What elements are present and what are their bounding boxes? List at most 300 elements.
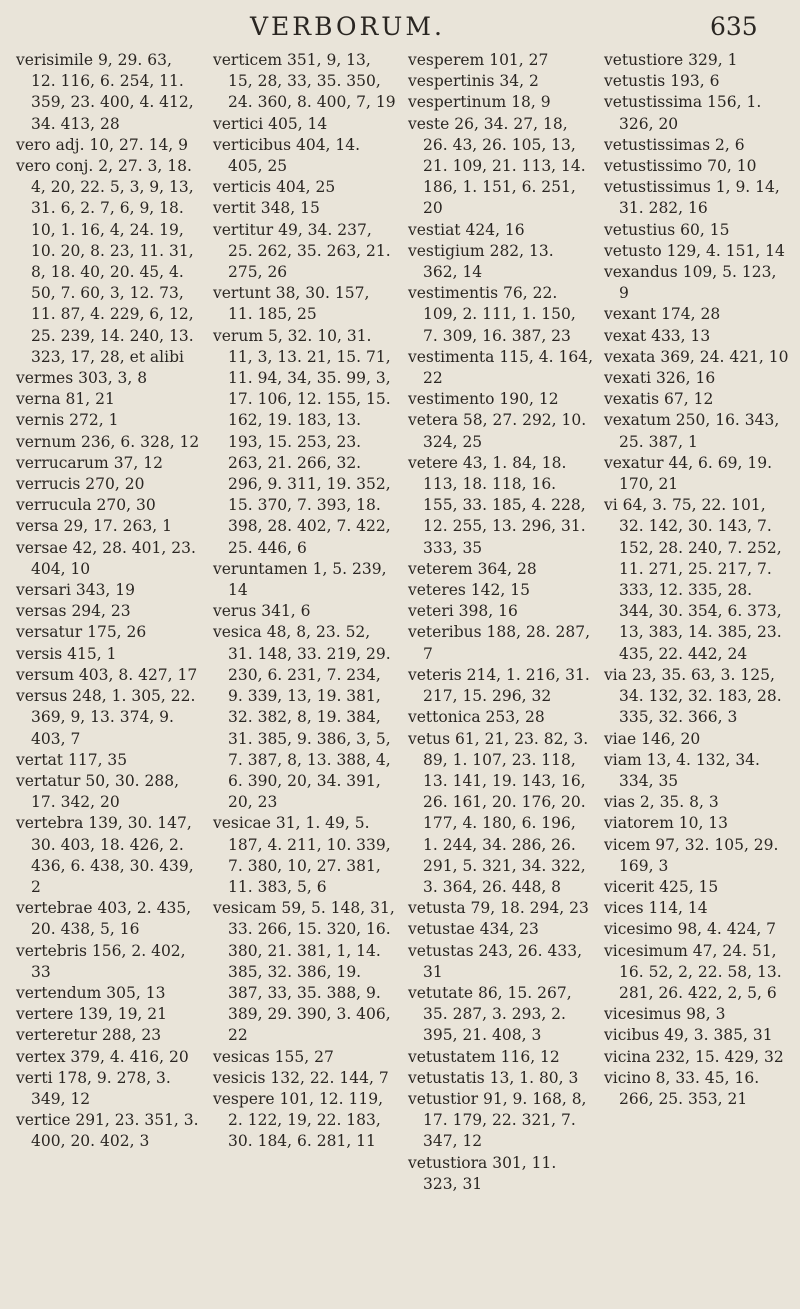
index-entry	[16, 474, 201, 495]
index-entry	[16, 686, 201, 750]
entry-headword: vexata	[604, 347, 656, 366]
index-entry	[408, 601, 593, 622]
entry-references: 364, 28	[477, 559, 537, 578]
entry-references: 2, 6	[714, 135, 745, 154]
index-entry	[408, 1047, 593, 1068]
entry-references: 117, 35	[67, 750, 128, 769]
entry-headword: viatorem	[604, 814, 674, 833]
index-entry	[408, 453, 593, 559]
entry-headword: vetustissimas	[604, 135, 711, 154]
index-entry	[16, 368, 201, 389]
entry-headword: vertit	[213, 199, 256, 218]
entry-references: 79, 18. 294, 23	[470, 899, 589, 918]
index-entry	[213, 220, 398, 284]
entry-headword: vestimenta	[408, 347, 495, 366]
index-entry	[213, 601, 398, 622]
index-entry	[213, 326, 398, 559]
index-entry	[604, 919, 789, 940]
index-entry	[213, 114, 398, 135]
entry-headword: verisimile	[16, 51, 93, 69]
entry-references: 270, 30	[96, 496, 156, 515]
index-entry	[408, 1153, 593, 1195]
entry-references: 76, 22. 109, 2. 111, 1. 150, 7. 309, 16. 387, 23	[423, 284, 576, 345]
index-entry	[604, 368, 789, 389]
entry-references: 34, 2	[499, 72, 539, 91]
entry-references: 23, 35. 63, 3. 125, 34. 132, 32. 183, 28. 335, 32. 366, 3	[619, 665, 782, 727]
index-entry	[408, 241, 593, 283]
index-entry	[604, 135, 789, 156]
entry-references: 270, 20	[85, 475, 145, 494]
entry-headword: verteretur	[16, 1026, 97, 1045]
entry-references: 272, 1	[69, 411, 119, 430]
entry-references: 67, 12	[664, 390, 714, 409]
index-entry	[604, 750, 789, 792]
entry-references: 155, 27	[274, 1047, 334, 1066]
entry-references: 109, 5. 123, 9	[619, 263, 777, 303]
entry-headword: vero	[16, 157, 51, 176]
index-entry	[16, 495, 201, 516]
entry-references: 403, 2. 435, 20. 438, 5, 16	[31, 899, 192, 939]
entry-headword: vertendum	[16, 983, 102, 1002]
index-entry	[213, 813, 398, 898]
entry-headword: vertice	[16, 1111, 71, 1130]
entry-headword: vexat	[604, 326, 647, 345]
entry-headword: vertere	[16, 1005, 74, 1024]
entry-references: 5, 32. 10, 31. 11, 3, 13. 21, 15. 71, 11. 94, 34, 35. 99, 3, 17. 106, 12. 155, 15. 162, 19. 183, 13. 193, 15. 253, 23. 263, 21. 266, 32. 296, 9. 311, 19. 352, 15. 370, 7. 393, 18. 398, 28. 402, 7. 422, 25. 446, 6	[228, 326, 391, 557]
entry-headword: veteri	[408, 602, 454, 621]
entry-headword: veruntamen	[213, 559, 308, 578]
entry-headword: vero	[16, 135, 51, 154]
entry-headword: vetustissima	[604, 93, 703, 112]
entry-references: 37, 12	[113, 453, 163, 472]
entry-headword: verum	[213, 326, 264, 345]
entry-headword: vesperem	[408, 51, 485, 69]
index-entry	[604, 898, 789, 919]
entry-references: 425, 15	[659, 877, 719, 896]
entry-headword: vetustiore	[604, 51, 684, 69]
entry-references: 156, 2. 402, 33	[31, 941, 186, 981]
entry-headword: verrucula	[16, 496, 92, 515]
entry-headword: vicesimum	[604, 941, 688, 960]
index-entry	[604, 156, 789, 177]
entry-references: 26, 34. 27, 18, 26. 43, 26. 105, 13, 21. 109, 21. 113, 14. 186, 1. 151, 6. 251, 20	[423, 114, 586, 218]
entry-references: 70, 10	[707, 157, 757, 176]
index-entry	[16, 644, 201, 665]
entry-headword: veteris	[408, 665, 462, 684]
index-entry	[408, 283, 593, 347]
index-entry	[16, 50, 201, 135]
index-entry	[16, 665, 201, 686]
entry-references: 288, 23	[101, 1026, 162, 1045]
entry-references: 61, 21, 23. 82, 3. 89, 1. 107, 23. 118, 13. 141, 19. 143, 16, 26. 161, 20. 176, 20. 177, 4. 180, 6. 196, 1. 244, 34. 286, 26. 291, 5. 321, 34. 322, 3. 364, 26. 448, 8	[423, 729, 589, 896]
entry-headword: versa	[16, 517, 59, 536]
index-entry	[408, 410, 593, 452]
entry-headword: vicesimo	[604, 920, 673, 939]
index-entry	[16, 156, 201, 368]
entry-headword: vetustis	[604, 72, 666, 91]
entry-references: 146, 20	[641, 729, 701, 748]
entry-headword: vesicae	[213, 814, 271, 833]
index-entry	[604, 941, 789, 1005]
entry-references: 2, 35. 8, 3	[639, 793, 719, 812]
index-column-2	[213, 50, 398, 1153]
entry-headword: vespere	[213, 1089, 275, 1108]
entry-headword: vernum	[16, 432, 77, 451]
entry-references: 424, 16	[465, 220, 525, 239]
entry-references: 178, 9. 278, 3. 349, 12	[31, 1068, 171, 1108]
entry-headword: vertex	[16, 1047, 66, 1066]
entry-references: 101, 12. 119, 2. 122, 19, 22. 183, 30. 184, 6. 281, 11	[228, 1089, 384, 1151]
entry-references: 303, 3, 8	[78, 369, 148, 388]
index-entry	[604, 92, 789, 134]
index-entry	[408, 1089, 593, 1153]
entry-references: adj. 10, 27. 14, 9	[55, 135, 189, 154]
index-entry	[408, 92, 593, 113]
index-entry	[213, 559, 398, 601]
entry-headword: vetustae	[408, 920, 475, 939]
entry-references: 59, 5. 148, 31, 33. 266, 15. 320, 16. 380, 21. 381, 1, 14. 385, 32. 386, 19. 387, 33, 35. 388, 9. 389, 29. 390, 3. 406, 22	[228, 899, 395, 1045]
index-entry	[213, 1047, 398, 1068]
entry-headword: vetustas	[408, 941, 474, 960]
index-column-3	[408, 50, 593, 1195]
index-entry	[408, 707, 593, 728]
index-entry	[604, 729, 789, 750]
entry-headword: vicem	[604, 835, 651, 854]
index-entry	[16, 1047, 201, 1068]
entry-references: 193, 6	[670, 72, 720, 91]
index-entry	[408, 983, 593, 1047]
index-entry	[213, 1089, 398, 1153]
entry-headword: viae	[604, 729, 637, 748]
entry-references: 190, 12	[499, 390, 559, 409]
entry-headword: vertitur	[213, 220, 274, 239]
entry-references: 405, 14	[268, 114, 328, 133]
entry-headword: vias	[604, 793, 635, 812]
entry-references: 43, 1. 84, 18. 113, 18. 118, 16. 155, 33. 185, 4. 228, 12. 255, 13. 296, 31. 333, 35	[423, 453, 586, 557]
entry-references: 10, 13	[678, 814, 729, 833]
entry-headword: vetustius	[604, 220, 676, 239]
entry-references: 214, 1. 216, 31. 217, 15. 296, 32	[423, 665, 590, 706]
entry-references: 9, 29. 63, 12. 116, 6. 254, 11. 359, 23. 400, 4. 412, 34. 413, 28	[31, 51, 194, 133]
entry-headword: vestimentis	[408, 284, 499, 303]
entry-headword: vertunt	[213, 284, 271, 303]
entry-headword: vertebrae	[16, 899, 93, 918]
entry-headword: vesica	[213, 623, 262, 642]
entry-headword: verna	[16, 390, 61, 409]
entry-headword: vetustatem	[408, 1047, 496, 1066]
index-entry	[408, 919, 593, 940]
entry-references: 248, 1. 305, 22. 369, 9, 13. 374, 9. 403, 7	[31, 687, 196, 748]
entry-references: 175, 26	[87, 623, 147, 642]
entry-headword: vestiat	[408, 220, 461, 239]
entry-headword: vettonica	[408, 708, 481, 727]
entry-references: 58, 27. 292, 10. 324, 25	[423, 411, 587, 451]
entry-references: 326, 16	[656, 369, 716, 388]
entry-references: 291, 23. 351, 3. 400, 20. 402, 3	[31, 1111, 199, 1151]
entry-headword: versus	[16, 687, 68, 706]
entry-references: 49, 34. 237, 25. 262, 35. 263, 21. 275, 26	[228, 220, 391, 282]
entry-headword: versas	[16, 602, 67, 621]
entry-headword: versae	[16, 538, 68, 557]
page-number: 635	[710, 12, 758, 41]
index-entry	[408, 622, 593, 664]
entry-references: 86, 15. 267, 35. 287, 3. 293, 2. 395, 21. 408, 3	[423, 983, 572, 1045]
entry-headword: via	[604, 665, 627, 684]
entry-headword: vices	[604, 899, 644, 918]
index-entry	[213, 283, 398, 325]
entry-headword: vi	[604, 496, 618, 515]
entry-references: 188, 28. 287, 7	[423, 623, 591, 663]
entry-references: 174, 28	[661, 305, 721, 324]
entry-references: 343, 19	[75, 581, 136, 600]
entry-references: 232, 15. 429, 32	[655, 1047, 784, 1066]
entry-headword: vetusto	[604, 241, 662, 260]
index-entry	[213, 898, 398, 1046]
entry-headword: vertici	[213, 114, 264, 133]
entry-headword: vicina	[604, 1047, 651, 1066]
entry-references: 253, 28	[485, 708, 545, 727]
entry-headword: vetustatis	[408, 1068, 485, 1087]
entry-headword: veteres	[408, 581, 466, 600]
index-entry	[213, 50, 398, 114]
entry-headword: verrucarum	[16, 453, 109, 472]
page-header	[0, 4, 800, 44]
entry-headword: vertatur	[16, 771, 81, 790]
index-entry	[16, 941, 201, 983]
entry-references: 282, 13. 362, 14	[423, 241, 554, 282]
entry-references: 404, 25	[276, 178, 336, 197]
entry-references: 369, 24. 421, 10	[660, 347, 789, 366]
index-entry	[16, 516, 201, 537]
index-entry	[604, 389, 789, 410]
entry-references: 250, 16. 343, 25. 387, 1	[619, 411, 780, 451]
entry-references: 404, 14. 405, 25	[228, 135, 361, 176]
index-entry	[16, 622, 201, 643]
entry-headword: vexatum	[604, 411, 671, 430]
entry-references: 398, 16	[458, 602, 518, 621]
entry-references: 91, 9. 168, 8, 17. 179, 22. 321, 7. 347, 12	[423, 1089, 587, 1151]
entry-headword: vestimento	[408, 390, 495, 409]
index-entry	[604, 1004, 789, 1025]
index-entry	[408, 1068, 593, 1089]
index-entry	[604, 177, 789, 219]
index-entry	[16, 983, 201, 1004]
index-entry	[408, 114, 593, 220]
entry-headword: vicibus	[604, 1026, 660, 1045]
index-entry	[16, 135, 201, 156]
index-entry	[604, 410, 789, 452]
index-entry	[213, 198, 398, 219]
index-entry	[604, 304, 789, 325]
entry-headword: veste	[408, 114, 450, 133]
entry-references: 47, 24. 51, 16. 52, 2, 22. 58, 13. 281, 26. 422, 2, 5, 6	[619, 941, 782, 1002]
entry-headword: vetustissimus	[604, 178, 711, 197]
entry-headword: vexatur	[604, 453, 664, 472]
index-entry	[604, 1047, 789, 1068]
index-entry	[213, 622, 398, 813]
entry-references: 97, 32. 105, 29. 169, 3	[619, 835, 779, 875]
index-entry	[604, 665, 789, 729]
entry-headword: vermes	[16, 369, 74, 388]
index-entry	[604, 453, 789, 495]
entry-references: conj. 2, 27. 3, 18. 4, 20, 22. 5, 3, 9, 13, 31. 6, 2. 7, 6, 9, 18. 10, 1. 16, 4, 24. 19, 10. 20, 8. 23, 11. 31, 8, 18. 40, 20. 45, 4. 50, 7. 60, 3, 12. 73, 11. 87, 4. 229, 6, 12, 25. 239, 14. 240, 13. 323, 17, 28, et alibi	[31, 157, 194, 366]
entry-headword: versum	[16, 665, 74, 684]
entry-references: 301, 11. 323, 31	[423, 1153, 557, 1193]
index-entry	[604, 813, 789, 834]
entry-headword: verrucis	[16, 475, 81, 494]
index-entry	[16, 432, 201, 453]
entry-references: 60, 15	[680, 220, 730, 239]
entry-references: 415, 1	[67, 644, 117, 663]
index-entry	[16, 410, 201, 431]
index-entry	[16, 1004, 201, 1025]
entry-headword: vetustiora	[408, 1153, 488, 1172]
index-entry	[604, 241, 789, 262]
index-entry	[408, 665, 593, 707]
entry-references: 13, 4. 132, 34. 334, 35	[619, 750, 760, 790]
entry-headword: verticis	[213, 178, 272, 197]
entry-headword: vetus	[408, 729, 451, 748]
index-column-1	[16, 50, 201, 1153]
entry-headword: vicesimus	[604, 1005, 682, 1024]
entry-headword: verticem	[213, 51, 283, 69]
entry-headword: vicerit	[604, 877, 655, 896]
index-entry	[16, 453, 201, 474]
entry-headword: vicino	[604, 1068, 651, 1087]
entry-headword: viam	[604, 750, 642, 769]
index-entry	[604, 326, 789, 347]
index-entry	[408, 389, 593, 410]
index-entry	[408, 220, 593, 241]
entry-headword: verticibus	[213, 135, 292, 154]
entry-references: 42, 28. 401, 23. 404, 10	[31, 538, 196, 578]
entry-references: 49, 3. 385, 31	[664, 1026, 773, 1045]
index-entry	[16, 750, 201, 771]
entry-references: 81, 21	[65, 390, 115, 409]
entry-references: 236, 6. 328, 12	[80, 432, 200, 451]
index-entry	[604, 347, 789, 368]
entry-references: 403, 8. 427, 17	[78, 665, 198, 684]
entry-references: 156, 1. 326, 20	[619, 93, 762, 133]
entry-references: 98, 3	[686, 1005, 726, 1024]
index-entry	[604, 262, 789, 304]
entry-references: 294, 23	[71, 602, 131, 621]
entry-headword: versari	[16, 581, 71, 600]
index-entry	[408, 729, 593, 899]
entry-references: 243, 26. 433, 31	[423, 941, 582, 981]
entry-references: 129, 4. 151, 14	[666, 241, 785, 260]
index-entry	[16, 898, 201, 940]
entry-headword: vetusta	[408, 899, 466, 918]
entry-headword: vexati	[604, 369, 652, 388]
index-entry	[604, 50, 789, 71]
index-entry	[408, 50, 593, 71]
index-entry	[604, 877, 789, 898]
entry-references: 101, 27	[489, 51, 549, 69]
entry-references: 434, 23	[479, 920, 539, 939]
entry-headword: veterem	[408, 559, 473, 578]
entry-references: 44, 6. 69, 19. 170, 21	[619, 453, 773, 494]
entry-references: 13, 1. 80, 3	[489, 1068, 579, 1087]
entry-headword: vesicis	[213, 1068, 266, 1087]
index-entry	[604, 835, 789, 877]
entry-headword: vestigium	[408, 241, 485, 260]
index-entry	[16, 813, 201, 898]
entry-references: 379, 4. 416, 20	[70, 1047, 189, 1066]
index-entry	[16, 1025, 201, 1046]
index-entry	[16, 580, 201, 601]
entry-references: 139, 30. 147, 30. 403, 18. 426, 2. 436, 6. 438, 30. 439, 2	[31, 814, 194, 896]
entry-headword: vesicas	[213, 1047, 270, 1066]
index-entry	[604, 1068, 789, 1110]
entry-references: 114, 14	[648, 899, 708, 918]
running-head: VERBORUM.	[250, 12, 445, 41]
entry-references: 18, 9	[511, 93, 551, 112]
entry-references: 341, 6	[261, 602, 311, 621]
index-columns	[16, 50, 792, 1250]
entry-references: 142, 15	[470, 581, 530, 600]
index-column-4	[604, 50, 789, 1110]
entry-references: 64, 3. 75, 22. 101, 32. 142, 30. 143, 7. 152, 28. 240, 7. 252, 11. 271, 25. 217, 7. 333, 12. 335, 28. 344, 30. 354, 6. 373, 13, 383, 14. 385, 23. 435, 22. 442, 24	[619, 496, 782, 663]
entry-references: 351, 9, 13, 15, 28, 33, 35. 350, 24. 360, 8. 400, 7, 19	[228, 51, 396, 112]
index-entry	[16, 1068, 201, 1110]
index-entry	[408, 580, 593, 601]
index-entry	[16, 1110, 201, 1152]
index-entry	[408, 898, 593, 919]
entry-references: 116, 12	[500, 1047, 560, 1066]
index-entry	[16, 771, 201, 813]
entry-headword: vetutate	[408, 983, 474, 1002]
index-entry	[604, 495, 789, 665]
index-entry	[213, 135, 398, 177]
entry-headword: vexatis	[604, 390, 660, 409]
index-entry	[604, 220, 789, 241]
index-entry	[16, 538, 201, 580]
index-entry	[213, 1068, 398, 1089]
index-entry	[408, 71, 593, 92]
entry-references: 305, 13	[106, 983, 166, 1002]
entry-references: 348, 15	[260, 199, 320, 218]
entry-headword: vexant	[604, 305, 657, 324]
index-entry	[604, 792, 789, 813]
entry-headword: versatur	[16, 623, 83, 642]
entry-headword: vespertinum	[408, 93, 507, 112]
index-entry	[604, 1025, 789, 1046]
index-entry	[604, 71, 789, 92]
entry-headword: vespertinis	[408, 72, 495, 91]
entry-headword: vertebra	[16, 814, 84, 833]
entry-references: 98, 4. 424, 7	[677, 920, 777, 939]
index-entry	[16, 601, 201, 622]
entry-headword: vetere	[408, 453, 458, 472]
entry-headword: vertat	[16, 750, 64, 769]
entry-references: 31, 1. 49, 5. 187, 4. 211, 10. 339, 7. 380, 10, 27. 381, 11. 383, 5, 6	[228, 814, 391, 896]
entry-headword: vertebris	[16, 941, 87, 960]
entry-headword: vernis	[16, 411, 65, 430]
index-entry	[408, 559, 593, 580]
index-entry	[408, 941, 593, 983]
entry-references: 1, 9. 14, 31. 282, 16	[619, 178, 780, 218]
entry-references: 1, 5. 239, 14	[228, 559, 387, 600]
entry-references: 38, 30. 157, 11. 185, 25	[228, 284, 370, 324]
entry-references: 139, 19, 21	[78, 1005, 168, 1024]
entry-references: 115, 4. 164, 22	[423, 347, 594, 388]
entry-headword: vetustior	[408, 1089, 479, 1108]
entry-headword: verti	[16, 1068, 53, 1087]
entry-references: 132, 22. 144, 7	[270, 1068, 389, 1087]
entry-headword: veteribus	[408, 623, 482, 642]
entry-references: 433, 13	[651, 326, 711, 345]
